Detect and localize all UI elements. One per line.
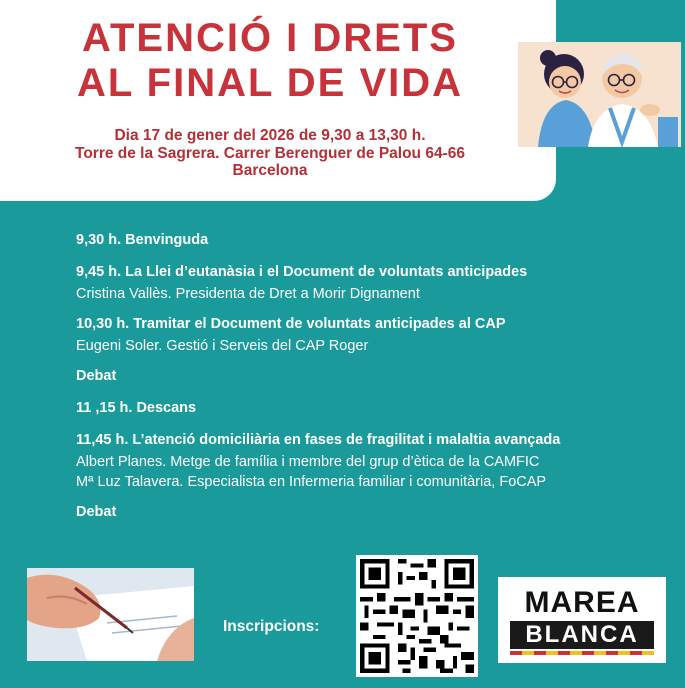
program-item-speaker: Albert Planes. Metge de família i membre del grup d’ètica de la CAMFIC — [76, 454, 540, 470]
program-item — [76, 314, 676, 356]
program-item-title: 11 ,15 h. Descans — [76, 400, 197, 416]
logo-stripes — [510, 651, 654, 655]
program-item-title: Debat — [76, 504, 117, 520]
header-card — [0, 0, 556, 201]
signing-document-svg — [27, 568, 194, 661]
program-item-title: 9,30 h. Benvinguda — [76, 232, 209, 248]
program-item — [76, 502, 676, 522]
program-item — [76, 262, 676, 304]
program-item-title: 11,45 h. L’atenció domiciliària en fases de fragilitat i malaltia avançada — [76, 432, 561, 448]
program-item — [76, 398, 676, 418]
program-item-speaker: Cristina Vallès. Presidenta de Dret a Morir Dignament — [76, 286, 420, 302]
caregiver-illustration — [518, 42, 681, 147]
program-item-title: 10,30 h. Tramitar el Document de voluntats anticipades al CAP — [76, 316, 506, 332]
qr-code[interactable] — [356, 555, 478, 677]
logo-line2: BLANCA — [510, 621, 654, 649]
page-title-line1: ATENCIÓ I DRETS — [82, 16, 458, 60]
event-city: Barcelona — [232, 162, 308, 179]
program-item-title: 9,45 h. La Llei d’eutanàsia i el Document de voluntats anticipades — [76, 264, 528, 280]
marea-blanca-logo — [498, 577, 666, 663]
program-item-speaker: Eugeni Soler. Gestió i Serveis del CAP Roger — [76, 338, 369, 354]
event-venue: Torre de la Sagrera. Carrer Berenguer de Palou 64-66 — [75, 145, 465, 162]
program-item-title: Debat — [76, 368, 117, 384]
signing-document-photo — [27, 568, 194, 661]
qr-code-svg — [356, 555, 478, 677]
program-item — [76, 430, 676, 492]
program-item — [76, 230, 676, 250]
page-title-line2: AL FINAL DE VIDA — [76, 61, 464, 105]
caregiver-illustration-svg — [518, 42, 681, 147]
program-item — [76, 366, 676, 386]
logo-line1: MAREA — [524, 586, 640, 619]
program-list — [76, 230, 676, 522]
program-item-speaker: Mª Luz Talavera. Especialista en Infermeria familiar i comunitària, FoCAP — [76, 474, 547, 490]
event-date: Dia 17 de gener del 2026 de 9,30 a 13,30 h. — [114, 127, 426, 144]
registration-label: Inscripcions: — [223, 618, 320, 635]
